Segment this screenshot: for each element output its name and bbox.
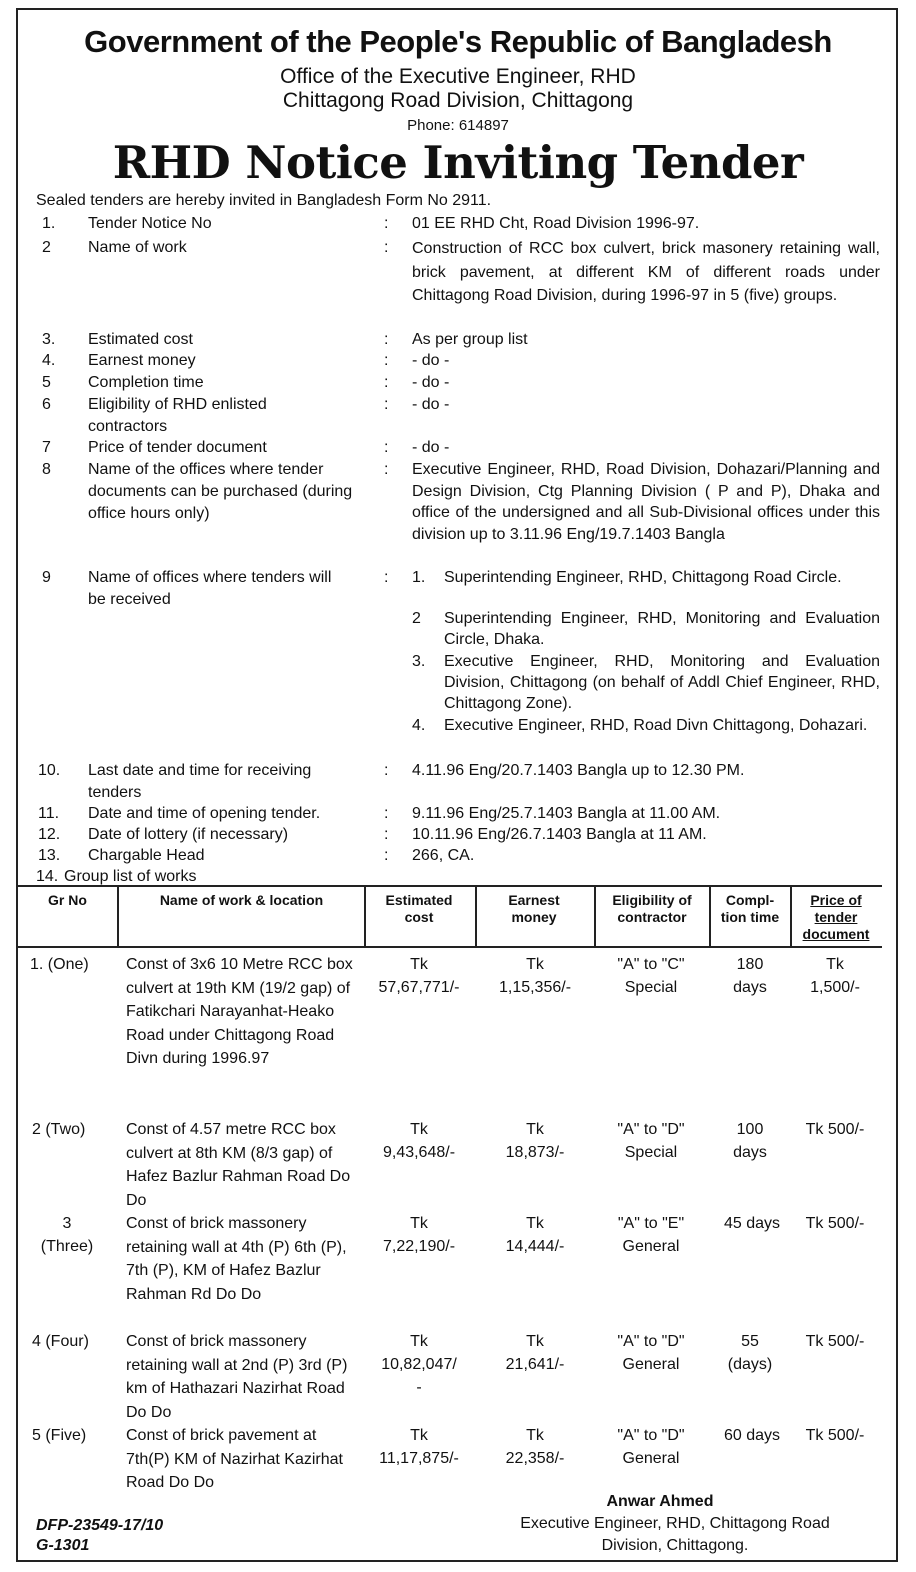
item-value: - do -	[412, 352, 450, 369]
completion-time: 55	[741, 1333, 759, 1350]
earnest-currency: Tk	[526, 1215, 544, 1232]
item-label: Date of lottery (if necessary)	[88, 826, 289, 843]
earnest-currency: Tk	[526, 1121, 544, 1138]
document-price: Tk 500/-	[805, 1333, 865, 1350]
earnest-currency: Tk	[526, 1427, 544, 1444]
item-colon: :	[384, 396, 389, 413]
completion-time: 100	[736, 1121, 764, 1138]
item-value: 01 EE RHD Cht, Road Division 1996-97.	[412, 215, 700, 232]
cost-currency: Tk	[410, 1215, 428, 1232]
document-price: Tk 500/-	[805, 1215, 865, 1232]
item-number: 12.	[38, 826, 61, 843]
item-value: - do -	[412, 374, 450, 391]
item-number: 10.	[38, 762, 61, 779]
item-number: 5	[42, 374, 51, 391]
item-value: As per group list	[412, 331, 528, 348]
completion-time: 45 days	[723, 1215, 781, 1232]
item-colon: :	[384, 239, 389, 256]
item-colon: :	[384, 805, 389, 822]
office-text: Superintending Engineer, RHD, Monitoring and Evaluation Circle, Dhaka.	[444, 610, 880, 648]
eligibility-class: "A" to "D"	[617, 1427, 685, 1444]
item-label: Name of the offices where tender documents can be purchased (during office hours only)	[88, 461, 353, 522]
phone-number: Phone: 614897	[407, 117, 509, 134]
document-price: Tk 500/-	[805, 1121, 865, 1138]
column-header: Earnest money	[508, 892, 560, 925]
signatory-name: Anwar Ahmed	[606, 1493, 714, 1510]
work-description: Const of 4.57 metre RCC box culvert at 8th KM (8/3 gap) of Hafez Bazlur Rahman Road Do Do	[126, 1121, 351, 1209]
dfp-reference: DFP-23549-17/10	[36, 1517, 164, 1534]
eligibility-class: "A" to "D"	[617, 1333, 685, 1350]
notice-title: RHD Notice Inviting Tender	[112, 136, 804, 189]
item-value: 4.11.96 Eng/20.7.1403 Bangla up to 12.30 PM.	[412, 762, 745, 779]
item-colon: :	[384, 439, 389, 456]
office-text: Executive Engineer, RHD, Monitoring and Evaluation Division, Chittagong (on behalf of Addl Chief Engineer, RHD, Chittagong Zone).	[444, 653, 880, 712]
g-reference: G-1301	[36, 1537, 90, 1554]
item-colon: :	[384, 352, 389, 369]
work-description: Const of 3x6 10 Metre RCC box culvert at 19th KM (19/2 gap) of Fatikchari Narayanhat-Heako Road under Chittagong Road Divn during 1996.97	[126, 956, 353, 1067]
eligibility-type: General	[622, 1450, 680, 1467]
column-header: Name of work & location	[159, 892, 324, 908]
office-number: 3.	[412, 653, 426, 670]
document-price-amount: 1,500/-	[810, 979, 860, 996]
column-header: Eligibility of contractor	[612, 892, 692, 925]
item-colon: :	[384, 331, 389, 348]
column-divider	[475, 885, 477, 948]
item-label: Group list of works	[64, 868, 197, 885]
column-divider	[790, 885, 792, 948]
estimated-cost: 57,67,771/-	[378, 979, 460, 996]
item-value: Construction of RCC box culvert, brick masonery retaining wall, brick pavement, at different KM of different roads under Chittagong Road Division, during 1996-97 in 5 (five) groups.	[412, 240, 880, 304]
estimated-cost: 10,82,047/	[381, 1356, 457, 1373]
item-label: Tender Notice No	[88, 215, 212, 232]
eligibility-type: Special	[624, 979, 678, 996]
item-value: Executive Engineer, RHD, Road Division, Dohazari/Planning and Design Division, Ctg Planning Division ( P and P), Dhaka and office of the undersigned and all Sub-Divisional offices under this division up to 3.11.96 Eng/19.7.1403 Bangla	[412, 461, 880, 543]
column-divider	[594, 885, 596, 948]
item-number: 7	[42, 439, 51, 456]
item-label: Eligibility of RHD enlisted contractors	[88, 396, 267, 435]
item-colon: :	[384, 374, 389, 391]
eligibility-class: "A" to "D"	[617, 1121, 685, 1138]
completion-unit: days	[733, 979, 767, 996]
item-colon: :	[384, 461, 389, 478]
eligibility-type: Special	[624, 1144, 678, 1161]
document-price: Tk	[826, 956, 844, 973]
office-number: 2	[412, 610, 421, 627]
group-number-word: (Three)	[40, 1238, 94, 1255]
item-number: 2	[42, 239, 51, 256]
column-divider	[364, 885, 366, 948]
item-number: 3.	[42, 331, 56, 348]
group-number: 4 (Four)	[32, 1333, 89, 1350]
item-label: Price of tender document	[88, 439, 267, 456]
earnest-currency: Tk	[526, 1333, 544, 1350]
item-value: 266, CA.	[412, 847, 475, 864]
office-text: Executive Engineer, RHD, Road Divn Chittagong, Dohazari.	[444, 717, 868, 734]
document-price: Tk 500/-	[805, 1427, 865, 1444]
completion-unit: (days)	[727, 1356, 773, 1373]
estimated-cost-suffix: -	[416, 1379, 422, 1396]
completion-unit: days	[733, 1144, 767, 1161]
item-value: 9.11.96 Eng/25.7.1403 Bangla at 11.00 AM.	[412, 805, 721, 822]
group-number: 5 (Five)	[32, 1427, 87, 1444]
group-number: 2 (Two)	[32, 1121, 86, 1138]
estimated-cost: 9,43,648/-	[382, 1144, 456, 1161]
office-number: 1.	[412, 569, 426, 586]
item-number: 4.	[42, 352, 56, 369]
office-number: 4.	[412, 717, 426, 734]
item-number: 1.	[42, 215, 56, 232]
item-label: Chargable Head	[88, 847, 205, 864]
cost-currency: Tk	[410, 1333, 428, 1350]
earnest-money: 18,873/-	[505, 1144, 565, 1161]
item-label: Estimated cost	[88, 331, 193, 348]
item-value: - do -	[412, 439, 450, 456]
item-number: 11.	[38, 805, 60, 822]
cost-currency: Tk	[410, 1427, 428, 1444]
item-colon: :	[384, 215, 389, 232]
column-header: Gr No	[48, 892, 87, 908]
item-label: Name of work	[88, 239, 187, 256]
division-name: Chittagong Road Division, Chittagong	[282, 89, 634, 112]
earnest-money: 1,15,356/-	[498, 979, 572, 996]
item-number: 14.	[36, 868, 59, 885]
item-label: Date and time of opening tender.	[88, 805, 321, 822]
earnest-money: 22,358/-	[505, 1450, 565, 1467]
table-header-rule	[16, 946, 882, 948]
cost-currency: Tk	[410, 1121, 428, 1138]
column-divider	[709, 885, 711, 948]
item-label: Last date and time for receiving tenders	[88, 762, 312, 801]
item-number: 6	[42, 396, 51, 413]
item-colon: :	[384, 847, 389, 864]
column-header: Price of tender document	[802, 892, 870, 942]
item-colon: :	[384, 826, 389, 843]
intro-text: Sealed tenders are hereby invited in Bangladesh Form No 2911.	[36, 192, 492, 209]
eligibility-type: General	[622, 1356, 680, 1373]
item-label: Name of offices where tenders will be received	[88, 569, 332, 608]
item-value: 10.11.96 Eng/26.7.1403 Bangla at 11 AM.	[412, 826, 707, 843]
item-number: 13.	[38, 847, 61, 864]
table-top-rule	[16, 885, 882, 887]
item-number: 8	[42, 461, 51, 478]
item-label: Completion time	[88, 374, 204, 391]
item-number: 9	[42, 569, 51, 586]
work-description: Const of brick massonery retaining wall at 4th (P) 6th (P), 7th (P), KM of Hafez Bazlur Rahman Rd Do Do	[126, 1215, 347, 1303]
completion-time: 60 days	[723, 1427, 781, 1444]
completion-time: 180	[736, 956, 764, 973]
earnest-currency: Tk	[526, 956, 544, 973]
eligibility-class: "A" to "C"	[617, 956, 685, 973]
estimated-cost: 11,17,875/-	[379, 1450, 459, 1467]
office-name: Office of the Executive Engineer, RHD	[280, 65, 636, 88]
group-number: 1. (One)	[30, 956, 89, 973]
item-colon: :	[384, 762, 389, 779]
cost-currency: Tk	[410, 956, 428, 973]
government-heading: Government of the People's Republic of Bangladesh	[84, 24, 832, 59]
work-description: Const of brick massonery retaining wall at 2nd (P) 3rd (P) km of Hathazari Nazirhat Road Do Do	[126, 1333, 348, 1421]
earnest-money: 21,641/-	[505, 1356, 565, 1373]
column-header: Estimated cost	[385, 892, 453, 925]
column-header: Compl-tion time	[720, 892, 780, 925]
eligibility-type: General	[622, 1238, 680, 1255]
work-description: Const of brick pavement at 7th(P) KM of Nazirhat Kazirhat Road Do Do	[126, 1427, 343, 1491]
item-value: - do -	[412, 396, 450, 413]
item-label: Earnest money	[88, 352, 196, 369]
item-colon: :	[384, 569, 389, 586]
earnest-money: 14,444/-	[505, 1238, 565, 1255]
office-text: Superintending Engineer, RHD, Chittagong Road Circle.	[444, 569, 842, 586]
group-number: 3	[62, 1215, 72, 1232]
eligibility-class: "A" to "E"	[617, 1215, 685, 1232]
signatory-designation: Executive Engineer, RHD, Chittagong Road Division, Chittagong.	[520, 1515, 830, 1554]
estimated-cost: 7,22,190/-	[382, 1238, 456, 1255]
